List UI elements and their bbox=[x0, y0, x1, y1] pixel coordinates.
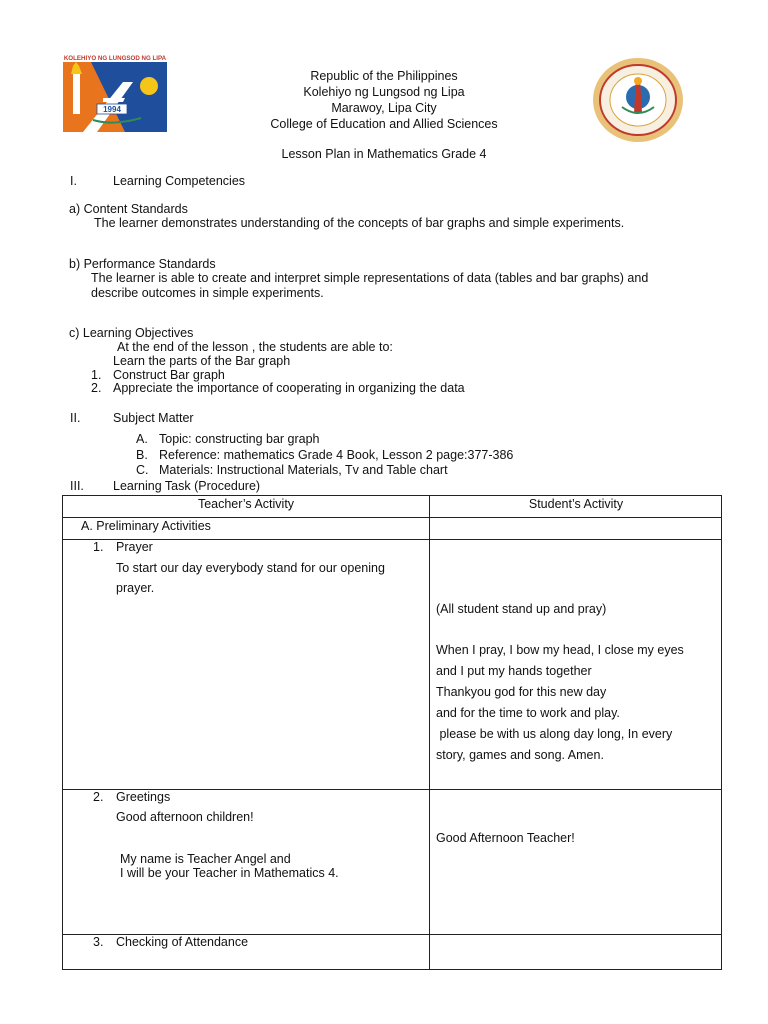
prayer-student-line-1: (All student stand up and pray) bbox=[436, 602, 607, 616]
prayer-student-line-5: and for the time to work and play. bbox=[436, 706, 620, 720]
lesson-plan-title: Lesson Plan in Mathematics Grade 4 bbox=[281, 147, 487, 161]
performance-standards-text-2: describe outcomes in simple experiments. bbox=[91, 286, 324, 300]
greetings-teacher-line-3: I will be your Teacher in Mathematics 4. bbox=[120, 866, 339, 880]
column-header-student: Student’s Activity bbox=[528, 497, 624, 511]
svg-text:KOLEHIYO NG LUNGSOD NG LIPA: KOLEHIYO NG LUNGSOD NG LIPA bbox=[63, 55, 167, 62]
section2-number: II. bbox=[70, 411, 81, 425]
header-department: College of Education and Allied Sciences bbox=[270, 117, 498, 131]
greetings-teacher-line-1: Good afternoon children! bbox=[116, 810, 254, 824]
table-column-divider bbox=[429, 496, 430, 969]
greetings-student-line-1: Good Afternoon Teacher! bbox=[436, 831, 575, 845]
subject-materials-letter: C. bbox=[136, 463, 149, 477]
subject-reference: Reference: mathematics Grade 4 Book, Lesson 2 page:377-386 bbox=[159, 448, 514, 462]
section3-heading: Learning Task (Procedure) bbox=[113, 479, 261, 493]
header-republic: Republic of the Philippines bbox=[310, 69, 458, 83]
subject-topic: Topic: constructing bar graph bbox=[159, 432, 320, 446]
learning-objectives-intro: At the end of the lesson , the students are able to: bbox=[117, 340, 393, 354]
prayer-student-line-7: story, games and song. Amen. bbox=[436, 748, 604, 762]
section3-number: III. bbox=[70, 479, 84, 493]
objective-item-1-number: 1. bbox=[91, 368, 102, 382]
objective-item-1: Construct Bar graph bbox=[113, 368, 225, 382]
subject-topic-letter: A. bbox=[136, 432, 148, 446]
objective-item-0: Learn the parts of the Bar graph bbox=[113, 354, 291, 368]
column-header-teacher: Teacher’s Activity bbox=[197, 497, 295, 511]
table-row-divider bbox=[63, 517, 721, 518]
performance-standards-label: b) Performance Standards bbox=[69, 257, 216, 271]
learning-task-table bbox=[62, 495, 722, 970]
prayer-title: Prayer bbox=[116, 540, 153, 554]
prayer-student-line-4: Thankyou god for this new day bbox=[436, 685, 607, 699]
section1-heading: Learning Competencies bbox=[113, 174, 246, 188]
learning-objectives-label: c) Learning Objectives bbox=[69, 326, 194, 340]
prayer-student-line-3: and I put my hands together bbox=[436, 664, 592, 678]
svg-text:1994: 1994 bbox=[103, 105, 121, 114]
prayer-number: 1. bbox=[93, 540, 104, 554]
attendance-title: Checking of Attendance bbox=[116, 935, 249, 949]
subject-materials: Materials: Instructional Materials, Tv and Table chart bbox=[159, 463, 448, 477]
preliminary-activities: A. Preliminary Activities bbox=[81, 519, 211, 533]
header-address: Marawoy, Lipa City bbox=[331, 101, 437, 115]
prayer-student-line-2: When I pray, I bow my head, I close my eyes bbox=[436, 643, 684, 657]
greetings-teacher-line-2: My name is Teacher Angel and bbox=[120, 852, 291, 866]
objective-item-2-number: 2. bbox=[91, 381, 102, 395]
section1-number: I. bbox=[70, 174, 77, 188]
content-standards-text: The learner demonstrates understanding of the concepts of bar graphs and simple experiments. bbox=[94, 216, 625, 230]
header-college-name: Kolehiyo ng Lungsod ng Lipa bbox=[303, 85, 465, 99]
performance-standards-text-1: The learner is able to create and interpret simple representations of data (tables and bar graphs) and bbox=[91, 271, 649, 285]
attendance-number: 3. bbox=[93, 935, 104, 949]
college-logo-left bbox=[63, 52, 167, 132]
greetings-title: Greetings bbox=[116, 790, 171, 804]
subject-reference-letter: B. bbox=[136, 448, 148, 462]
greetings-number: 2. bbox=[93, 790, 104, 804]
prayer-student-line-6: please be with us along day long, In every bbox=[436, 727, 673, 741]
prayer-teacher-line-1: To start our day everybody stand for our opening bbox=[116, 561, 385, 575]
section2-heading: Subject Matter bbox=[113, 411, 194, 425]
prayer-teacher-line-2: prayer. bbox=[116, 581, 155, 595]
content-standards-label: a) Content Standards bbox=[69, 202, 188, 216]
table-row-divider bbox=[63, 539, 721, 540]
objective-item-2: Appreciate the importance of cooperating in organizing the data bbox=[113, 381, 465, 395]
college-seal-right bbox=[592, 57, 684, 143]
